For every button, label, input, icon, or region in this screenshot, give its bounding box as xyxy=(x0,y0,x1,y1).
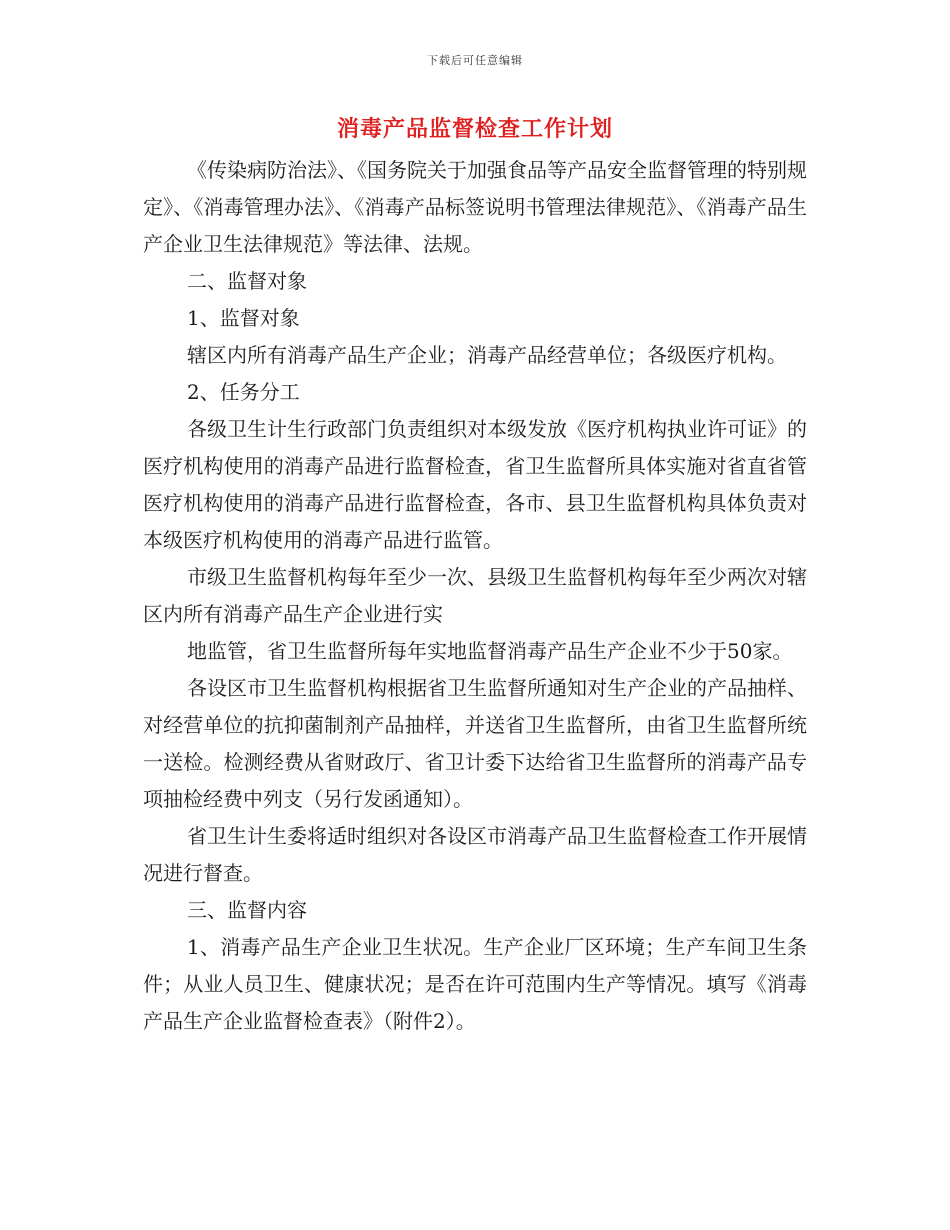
document-title: 消毒产品监督检查工作计划 xyxy=(336,117,613,142)
paragraph-onsite-supervision: 地监管，省卫生监督所每年实地监督消毒产品生产企业不少于50家。 xyxy=(187,639,793,663)
paragraph-sampling: 各设区市卫生监督机构根据省卫生监督所通知对生产企业的产品抽样、对经营单位的抗抑菌制剂产品抽样，并送省卫生监督所，由省卫生监督所统一送检。检测经费从省财政厅、省卫计委下达给省卫生监督所的消毒产品专项抽检经费中列支（另行发函通知）。 xyxy=(143,676,807,811)
subheading-task-division: 2、任务分工 xyxy=(187,380,300,404)
subheading-supervision-objects: 1、监督对象 xyxy=(187,306,300,330)
paragraph-laws: 《传染病防治法》、《国务院关于加强食品等产品安全监督管理的特别规定》、《消毒管理办法》、《消毒产品标签说明书管理法律规范》、《消毒产品生产企业卫生法律规范》等法律、法规。 xyxy=(143,158,807,256)
paragraph-objects-list: 辖区内所有消毒产品生产企业；消毒产品经营单位；各级医疗机构。 xyxy=(187,343,787,367)
header-note: 下载后可任意编辑 xyxy=(427,54,523,67)
section-heading-supervision-objects: 二、监督对象 xyxy=(187,269,307,293)
paragraph-oversight: 省卫生计生委将适时组织对各设区市消毒产品卫生监督检查工作开展情况进行督查。 xyxy=(143,824,807,885)
document-body xyxy=(143,152,807,1040)
paragraph-task-division: 各级卫生计生行政部门负责组织对本级发放《医疗机构执业许可证》的医疗机构使用的消毒产品进行监督检查，省卫生监督所具体实施对省直省管医疗机构使用的消毒产品进行监督检查，各市、县卫生监督机构具体负责对本级医疗机构使用的消毒产品进行监管。 xyxy=(143,417,807,552)
section-heading-supervision-content: 三、监督内容 xyxy=(187,898,307,922)
paragraph-production-hygiene: 1、消毒产品生产企业卫生状况。生产企业厂区环境；生产车间卫生条件；从业人员卫生、健康状况；是否在许可范围内生产等情况。填写《消毒产品生产企业监督检查表》（附件2）。 xyxy=(143,935,807,1033)
paragraph-inspection-frequency: 市级卫生监督机构每年至少一次、县级卫生监督机构每年至少两次对辖区内所有消毒产品生产企业进行实 xyxy=(143,565,807,626)
